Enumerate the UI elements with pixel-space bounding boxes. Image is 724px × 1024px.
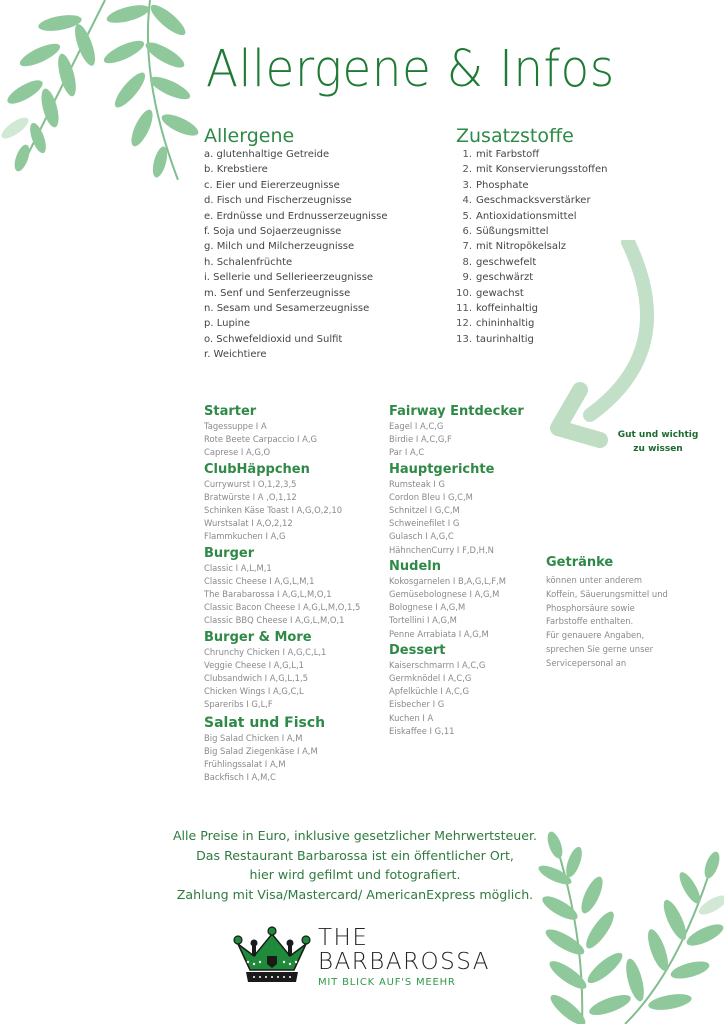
- menu-category-heading: Starter: [204, 404, 257, 419]
- menu-item: Bolognese I A,G,M: [389, 602, 466, 613]
- item-label: taurinhaltig: [476, 333, 534, 345]
- item-label: mit Konservierungsstoffen: [476, 164, 608, 176]
- menu-item: Spareribs I G,L,F: [204, 699, 273, 710]
- zusatzstoffe-section: [456, 125, 607, 347]
- list-item: d. Fisch und Fischerzeugnisse: [204, 195, 352, 207]
- menu-item: Gulasch I A,G,C: [389, 531, 454, 542]
- menu-category-heading: Burger & More: [204, 629, 312, 645]
- drinks-line: Für genauere Angaben,: [546, 630, 645, 641]
- drinks-line: Phosphorsäure sowie: [546, 602, 635, 613]
- menu-item: Clubsandwich I A,G,L,1,5: [204, 673, 308, 684]
- menu-category-list: [204, 478, 360, 544]
- menu-item: Kokosgarnelen I B,A,G,L,F,M: [389, 575, 507, 586]
- logo-text: [318, 926, 490, 990]
- item-number: 13.: [456, 333, 472, 345]
- menu-item: Tortellini I A,G,M: [389, 615, 457, 626]
- menu-item: Bratwürste I A ,O,1,12: [204, 491, 297, 502]
- menu-category-heading: Salat und Fisch: [204, 714, 326, 731]
- menu-item: Par I A,C: [389, 447, 425, 458]
- drinks-line: Farbstoffe enthalten.: [546, 616, 634, 627]
- list-item: b. Krebstiere: [204, 164, 268, 176]
- drinks-line: Koffein, Säuerungsmittel und: [546, 588, 668, 599]
- list-item: g. Milch und Milcherzeugnisse: [204, 241, 355, 253]
- menu-item: Caprese I A,G,O: [204, 447, 271, 458]
- arrow-note-line: Gut und wichtig: [617, 430, 699, 440]
- logo-tagline: MIT BLICK AUF'S MEEHR: [318, 977, 456, 988]
- menu-item: Chrunchy Chicken I A,G,C,L,1: [204, 646, 327, 657]
- menu-item: Cordon Bleu I G,C,M: [389, 491, 473, 502]
- list-item: [456, 178, 607, 193]
- menu-item: Schinken Käse Toast I A,G,O,2,10: [204, 505, 343, 516]
- menu-column-2: [389, 404, 524, 740]
- item-number: 11.: [456, 303, 472, 315]
- item-label: Antioxidationsmittel: [476, 210, 577, 222]
- item-number: 12.: [456, 318, 472, 330]
- menu-item: Classic BBQ Cheese I A,G,L,M,O,1: [204, 615, 345, 626]
- list-item: m. Senf und Senferzeugnisse: [204, 287, 351, 299]
- list-item: [456, 301, 607, 316]
- list-item: [456, 209, 607, 224]
- menu-item: Wurstsalat I A,O,2,12: [204, 518, 293, 529]
- crown-icon: [232, 926, 312, 988]
- drinks-line: Servicepersonal an: [546, 657, 627, 668]
- menu-item: Frühlingssalat I A,M: [204, 759, 286, 770]
- list-item: a. glutenhaltige Getreide: [204, 149, 330, 160]
- drinks-line: sprechen Sie gerne unser: [546, 643, 654, 654]
- menu-item: Apfelküchle I A,C,G: [389, 686, 469, 697]
- menu-category-heading: Dessert: [389, 642, 446, 658]
- menu-category-list: [204, 562, 360, 628]
- item-label: Phosphate: [476, 179, 529, 191]
- list-item: [456, 239, 607, 254]
- menu-category-list: [389, 659, 524, 738]
- list-item: [456, 316, 607, 331]
- allergene-heading: Allergene: [204, 125, 295, 147]
- zusatzstoffe-list: [456, 147, 607, 347]
- item-label: chininhaltig: [476, 318, 535, 330]
- menu-item: Eiskaffee I G,11: [389, 725, 455, 736]
- footer-line: Zahlung mit Visa/Mastercard/ AmericanExpress möglich.: [176, 886, 534, 902]
- list-item: n. Sesam und Sesamerzeugnisse: [204, 303, 370, 315]
- menu-category-list: [389, 575, 524, 641]
- item-label: Geschmacksverstärker: [476, 195, 591, 207]
- list-item: [456, 332, 607, 347]
- menu-category-list: [389, 420, 524, 460]
- zusatzstoffe-heading: Zusatzstoffe: [456, 125, 574, 147]
- drinks-info: [546, 555, 668, 671]
- list-item: p. Lupine: [204, 318, 251, 330]
- drinks-text: [546, 574, 668, 671]
- list-item: [456, 224, 607, 239]
- logo-line-2: BARBAROSSA: [318, 949, 491, 975]
- leaf-branch-top-left-icon: [0, 0, 200, 180]
- item-label: mit Farbstoff: [476, 149, 540, 160]
- menu-item: Classic I A,L,M,1: [204, 562, 272, 573]
- arrow-note: [612, 428, 704, 456]
- drinks-heading: Getränke: [546, 555, 614, 570]
- item-number: 7.: [462, 241, 472, 253]
- menu-category-list: [204, 420, 360, 460]
- list-item: e. Erdnüsse und Erdnusserzeugnisse: [204, 210, 388, 222]
- list-item: f. Soja und Sojaerzeugnisse: [204, 226, 342, 238]
- footer-line: Alle Preise in Euro, inklusive gesetzlicher Mehrwertsteuer.: [172, 828, 538, 843]
- item-number: 4.: [462, 195, 472, 207]
- list-item: [456, 162, 607, 177]
- page-title: Allergene & Infos: [206, 40, 615, 99]
- menu-category-list: [204, 732, 360, 785]
- menu-item: Classic Bacon Cheese I A,G,L,M,O,1,5: [204, 602, 361, 613]
- menu-item: Eisbecher I G: [389, 699, 445, 710]
- allergene-list: [204, 147, 387, 363]
- item-label: gewachst: [476, 287, 524, 299]
- menu-category-heading: ClubHäppchen: [204, 461, 310, 477]
- menu-item: Kuchen I A: [389, 712, 434, 723]
- item-label: Süßungsmittel: [476, 226, 549, 238]
- list-item: i. Sellerie und Sellerieerzeugnisse: [204, 272, 374, 284]
- menu-item: Germknödel I A,C,G: [389, 673, 472, 684]
- item-label: geschwärzt: [476, 272, 534, 284]
- logo-line-1: THE: [318, 925, 369, 951]
- menu-category-list: [204, 646, 360, 712]
- list-item: [456, 270, 607, 285]
- footer-line: Das Restaurant Barbarossa ist ein öffentlicher Ort,: [196, 847, 514, 863]
- item-number: 10.: [456, 287, 472, 299]
- item-number: 9.: [462, 272, 472, 284]
- list-item: [456, 193, 607, 208]
- menu-item: Chicken Wings I A,G,C,L: [204, 686, 304, 697]
- arrow-note-line: zu wissen: [633, 444, 683, 454]
- list-item: [456, 147, 607, 162]
- menu-item: Big Salad Ziegenkäse I A,M: [204, 745, 318, 756]
- logo: [232, 926, 490, 990]
- menu-category-heading: Hauptgerichte: [389, 461, 495, 477]
- item-label: geschwefelt: [476, 256, 537, 268]
- list-item: [456, 286, 607, 301]
- item-number: 2.: [462, 164, 472, 176]
- menu-item: Flammkuchen I A,G: [204, 531, 286, 542]
- allergene-section: [204, 125, 387, 363]
- menu-item: Classic Cheese I A,G,L,M,1: [204, 575, 315, 586]
- menu-category-heading: Nudeln: [389, 558, 441, 574]
- menu-item: Kaiserschmarrn I A,C,G: [389, 659, 486, 670]
- item-number: 5.: [462, 210, 472, 222]
- list-item: r. Weichtiere: [204, 349, 267, 361]
- menu-item: Gemüsebolognese I A,G,M: [389, 589, 500, 600]
- menu-item: Rote Beete Carpaccio I A,G: [204, 434, 318, 445]
- list-item: o. Schwefeldioxid und Sulfit: [204, 333, 343, 345]
- menu-item: Currywurst I O,1,2,3,5: [204, 478, 297, 489]
- menu-item: Veggie Cheese I A,G,L,1: [204, 659, 304, 670]
- menu-item: Tagessuppe I A: [204, 421, 267, 431]
- list-item: h. Schalenfrüchte: [204, 256, 293, 268]
- item-label: mit Nitropökelsalz: [476, 241, 567, 253]
- menu-category-heading: Burger: [204, 545, 255, 561]
- footer-line: hier wird gefilmt und fotografiert.: [249, 867, 461, 882]
- item-number: 3.: [462, 179, 472, 191]
- menu-item: HähnchenCurry I F,D,H,N: [389, 544, 494, 555]
- item-label: koffeinhaltig: [476, 303, 539, 315]
- menu-item: Birdie I A,C,G,F: [389, 434, 452, 445]
- item-number: 1.: [462, 149, 472, 160]
- menu-item: Rumsteak I G: [389, 478, 445, 489]
- menu-item: Penne Arrabiata I A,G,M: [389, 628, 489, 639]
- list-item: [456, 255, 607, 270]
- item-number: 6.: [462, 226, 472, 238]
- item-number: 8.: [462, 256, 472, 268]
- menu-category-heading: Fairway Entdecker: [389, 404, 524, 419]
- menu-item: Schnitzel I G,C,M: [389, 505, 460, 516]
- list-item: c. Eier und Eiererzeugnisse: [204, 179, 340, 191]
- menu-item: The Barabarossa I A,G,L,M,O,1: [204, 589, 332, 600]
- footer-notice: [150, 826, 560, 904]
- menu-item: Big Salad Chicken I A,M: [204, 732, 303, 743]
- menu-category-list: [389, 478, 524, 557]
- menu-column-1: [204, 404, 360, 786]
- drinks-line: können unter anderem: [546, 575, 643, 585]
- menu-item: Backfisch I A,M,C: [204, 772, 276, 783]
- menu-item: Eagel I A,C,G: [389, 421, 444, 431]
- menu-item: Schweinefilet I G: [389, 518, 460, 529]
